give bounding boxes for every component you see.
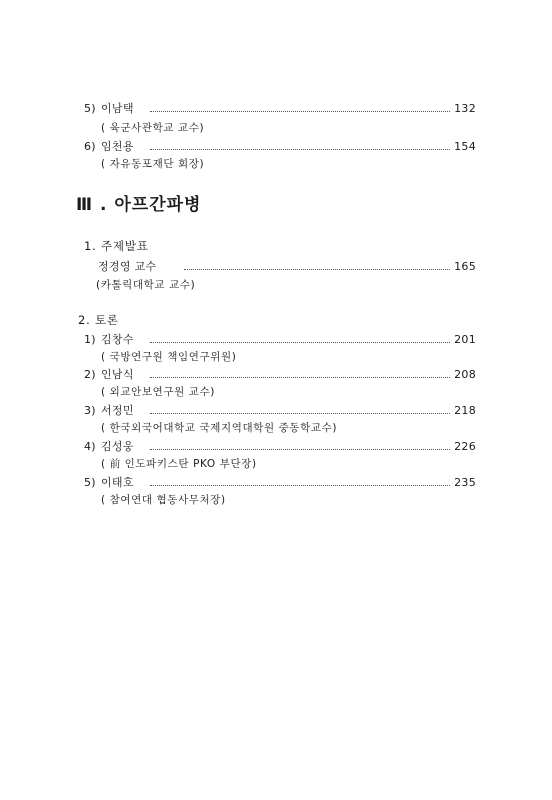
entry-affiliation: ( 참여연대 협동사무처장) [101,494,226,506]
toc-entry [0,100,552,116]
entry-page: 154 [454,139,476,153]
entry-page: 201 [454,332,476,346]
entry-name: 인남식 [101,368,134,381]
dot-leader [150,103,450,112]
toc-entry [0,438,552,454]
toc-entry [0,258,552,274]
entry-number: 3) [84,403,96,417]
entry-name: 임천용 [101,140,134,153]
entry-affiliation: ( 한국외국어대학교 국제지역대학원 중동학교수) [101,422,338,434]
toc-entry [0,474,552,490]
subsection-heading: 2. 토론 [78,313,119,327]
entry-number: 6) [84,139,96,153]
dot-leader [150,477,450,486]
dot-leader [150,405,450,414]
entry-name: 이남택 [101,102,134,115]
entry-affiliation: (카톨릭대학교 교수) [96,279,196,291]
dot-leader [150,369,450,378]
entry-number: 4) [84,439,96,453]
entry-affiliation: ( 국방연구원 책임연구위원) [101,351,237,363]
entry-page: 208 [454,367,476,381]
entry-name: 서정민 [101,404,134,417]
entry-page: 132 [454,101,476,115]
entry-page: 235 [454,475,476,489]
entry-name: 김창수 [101,333,134,346]
entry-page: 218 [454,403,476,417]
entry-name: 이태호 [101,476,134,489]
entry-name: 정경영 교수 [98,260,157,273]
toc-entry [0,366,552,382]
dot-leader [150,334,450,343]
entry-page: 226 [454,439,476,453]
dot-leader [150,141,450,150]
entry-number: 1) [84,332,96,346]
entry-number: 2) [84,367,96,381]
subsection-heading: 1. 주제발표 [84,239,149,253]
toc-entry [0,402,552,418]
entry-affiliation: ( 외교안보연구원 교수) [101,386,215,398]
dot-leader [150,441,450,450]
section-title: Ⅲ . 아프간파병 [76,195,202,215]
entry-affiliation: ( 前 인도파키스탄 PKO 부단장) [101,458,257,470]
entry-affiliation: ( 육군사관학교 교수) [101,122,205,134]
dot-leader [184,261,450,270]
entry-number: 5) [84,475,96,489]
entry-page: 165 [454,259,476,273]
toc-entry [0,331,552,347]
entry-affiliation: ( 자유동포재단 회장) [101,158,205,170]
toc-entry [0,138,552,154]
entry-name: 김성웅 [101,440,134,453]
entry-number: 5) [84,101,96,115]
